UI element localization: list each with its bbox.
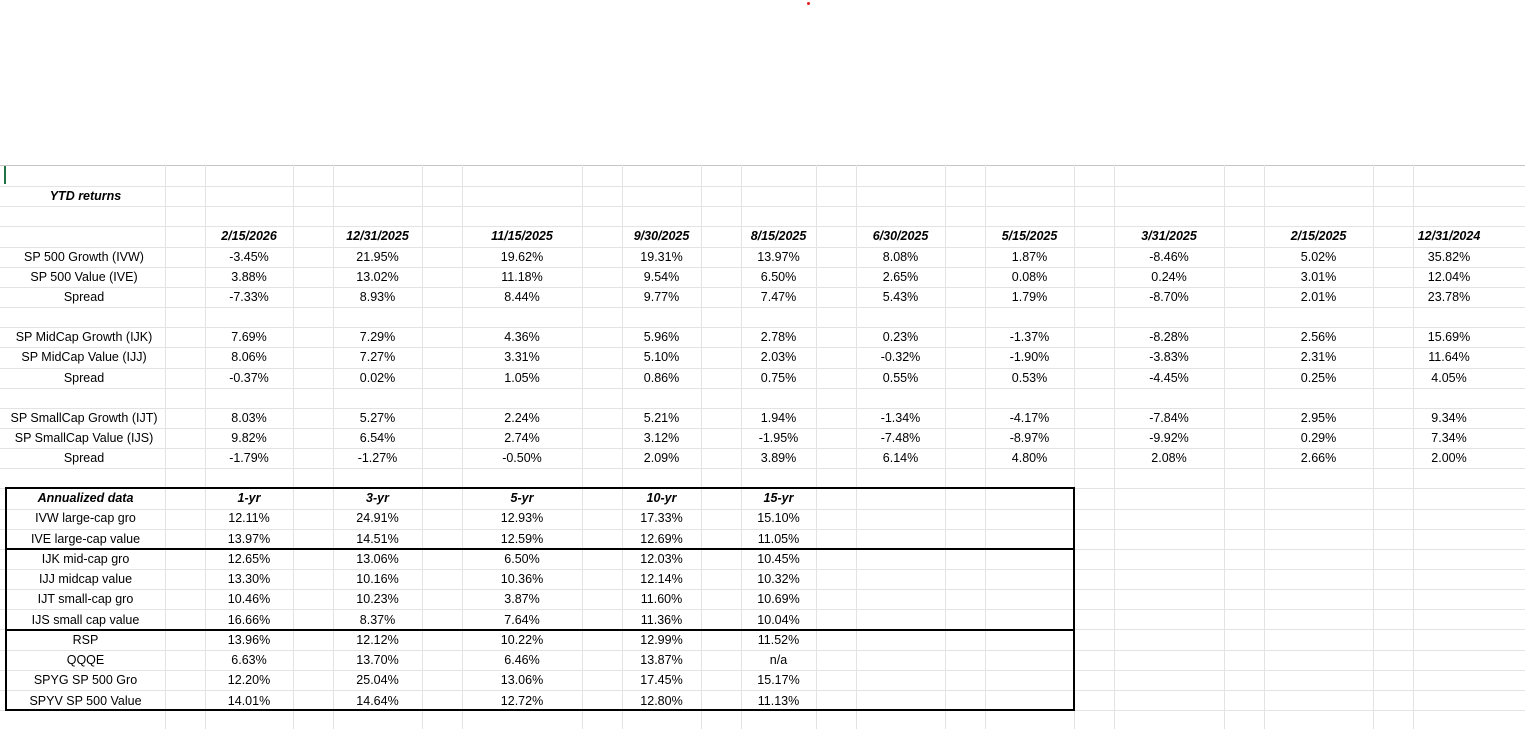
value-cell[interactable]: 13.02%: [356, 270, 399, 284]
annualized-value-cell[interactable]: 7.64%: [504, 613, 540, 627]
row-gridline: [0, 186, 1525, 187]
annualized-value-cell[interactable]: 13.06%: [356, 552, 399, 566]
value-cell[interactable]: 1.79%: [1011, 290, 1048, 304]
value-cell[interactable]: 7.29%: [359, 330, 396, 344]
annualized-group-divider-2: [5, 629, 1075, 631]
value-cell[interactable]: 3.89%: [760, 451, 797, 465]
value-cell[interactable]: 1.05%: [504, 371, 540, 385]
value-cell[interactable]: 0.24%: [1151, 270, 1187, 284]
value-cell[interactable]: 13.97%: [757, 250, 800, 264]
value-cell[interactable]: -1.95%: [758, 431, 799, 445]
annualized-row-label[interactable]: IJS small cap value: [31, 613, 140, 627]
date-header[interactable]: 9/30/2025: [633, 229, 690, 243]
annualized-row-label[interactable]: IJK mid-cap gro: [41, 552, 130, 566]
row-label[interactable]: SP 500 Growth (IVW): [24, 250, 144, 264]
value-cell[interactable]: 7.47%: [760, 290, 797, 304]
value-cell[interactable]: -4.45%: [1149, 371, 1189, 385]
annualized-value-cell[interactable]: 14.01%: [227, 694, 271, 708]
value-cell[interactable]: 23.78%: [1427, 290, 1471, 304]
value-cell[interactable]: -1.27%: [357, 451, 398, 465]
period-header[interactable]: 15-yr: [763, 491, 794, 505]
date-header[interactable]: 3/31/2025: [1141, 229, 1197, 243]
row-label[interactable]: Spread: [63, 290, 105, 304]
value-cell[interactable]: 2.24%: [504, 411, 540, 425]
row-label[interactable]: SP MidCap Value (IJJ): [21, 350, 147, 364]
value-cell[interactable]: 2.74%: [504, 431, 540, 445]
annualized-row-label[interactable]: IVW large-cap gro: [35, 511, 136, 525]
value-cell[interactable]: 6.54%: [359, 431, 396, 445]
annualized-value-cell[interactable]: n/a: [769, 653, 788, 667]
value-cell[interactable]: 35.82%: [1427, 250, 1471, 264]
value-cell[interactable]: -8.46%: [1149, 250, 1189, 264]
date-header[interactable]: 2/15/2026: [221, 229, 277, 243]
value-cell[interactable]: 5.10%: [643, 350, 680, 364]
annualized-value-cell[interactable]: 12.72%: [500, 694, 544, 708]
value-cell[interactable]: -1.79%: [229, 451, 269, 465]
value-cell[interactable]: -3.45%: [229, 250, 269, 264]
value-cell[interactable]: 5.21%: [643, 411, 680, 425]
value-cell[interactable]: 4.05%: [1431, 371, 1467, 385]
value-cell[interactable]: 7.34%: [1431, 431, 1467, 445]
value-cell[interactable]: -4.17%: [1009, 411, 1050, 425]
value-cell[interactable]: -7.33%: [229, 290, 269, 304]
value-cell[interactable]: 5.02%: [1300, 250, 1337, 264]
value-cell[interactable]: -7.84%: [1149, 411, 1189, 425]
value-cell[interactable]: -0.32%: [880, 350, 921, 364]
value-cell[interactable]: 0.25%: [1300, 371, 1337, 385]
annualized-value-cell[interactable]: 25.04%: [356, 673, 399, 687]
date-header[interactable]: 5/15/2025: [1001, 229, 1058, 243]
value-cell[interactable]: 0.53%: [1011, 371, 1048, 385]
value-cell[interactable]: 11.64%: [1428, 350, 1470, 364]
annualized-value-cell[interactable]: 12.69%: [640, 532, 683, 546]
value-cell[interactable]: 3.12%: [643, 431, 680, 445]
annualized-value-cell[interactable]: 12.59%: [500, 532, 544, 546]
value-cell[interactable]: 6.14%: [882, 451, 919, 465]
annualized-value-cell[interactable]: 10.45%: [757, 552, 800, 566]
row-label[interactable]: SP 500 Value (IVE): [30, 270, 138, 284]
annualized-value-cell[interactable]: 13.87%: [640, 653, 683, 667]
annualized-row-label[interactable]: IJT small-cap gro: [37, 592, 134, 606]
value-cell[interactable]: 5.43%: [882, 290, 919, 304]
value-cell[interactable]: -1.34%: [880, 411, 921, 425]
value-cell[interactable]: 8.08%: [882, 250, 919, 264]
row-label[interactable]: SP MidCap Growth (IJK): [15, 330, 153, 344]
annualized-row-label[interactable]: IJJ midcap value: [38, 572, 133, 586]
value-cell[interactable]: 2.01%: [1300, 290, 1337, 304]
value-cell[interactable]: 3.88%: [231, 270, 267, 284]
annualized-value-cell[interactable]: 15.17%: [757, 673, 800, 687]
date-header[interactable]: 2/15/2025: [1290, 229, 1347, 243]
annualized-value-cell[interactable]: 14.51%: [356, 532, 399, 546]
value-cell[interactable]: 4.36%: [504, 330, 540, 344]
grid-top-border: [0, 165, 1525, 166]
value-cell[interactable]: 7.69%: [231, 330, 267, 344]
date-header[interactable]: 11/15/2025: [491, 229, 553, 243]
annualized-value-cell[interactable]: 13.97%: [227, 532, 271, 546]
annualized-value-cell[interactable]: 17.33%: [640, 511, 683, 525]
row-gridline: [0, 468, 1525, 469]
annualized-value-cell[interactable]: 13.70%: [356, 653, 399, 667]
annualized-value-cell[interactable]: 10.32%: [757, 572, 800, 586]
value-cell[interactable]: 2.65%: [882, 270, 919, 284]
value-cell[interactable]: -8.28%: [1149, 330, 1189, 344]
value-cell[interactable]: 0.23%: [882, 330, 919, 344]
annualized-row-label[interactable]: RSP: [72, 633, 99, 647]
value-cell[interactable]: 8.06%: [231, 350, 267, 364]
annualized-value-cell[interactable]: 11.52%: [757, 633, 800, 647]
value-cell[interactable]: 0.86%: [643, 371, 680, 385]
annualized-row-label[interactable]: IVE large-cap value: [30, 532, 141, 546]
annualized-value-cell[interactable]: 3.87%: [504, 592, 540, 606]
annualized-value-cell[interactable]: 10.69%: [757, 592, 800, 606]
row-gridline: [0, 388, 1525, 389]
annualized-value-cell[interactable]: 10.22%: [500, 633, 544, 647]
row-label[interactable]: SP SmallCap Value (IJS): [14, 431, 154, 445]
date-header[interactable]: 12/31/2025: [346, 229, 409, 243]
value-cell[interactable]: -7.48%: [880, 431, 921, 445]
row-gridline: [0, 307, 1525, 308]
annualized-value-cell[interactable]: 16.66%: [227, 613, 271, 627]
value-cell[interactable]: 9.77%: [643, 290, 680, 304]
annualized-group-divider-1: [5, 548, 1075, 550]
value-cell[interactable]: 2.56%: [1300, 330, 1337, 344]
annualized-value-cell[interactable]: 13.06%: [500, 673, 544, 687]
value-cell[interactable]: 19.62%: [500, 250, 544, 264]
value-cell[interactable]: 9.82%: [231, 431, 267, 445]
annualized-value-cell[interactable]: 24.91%: [356, 511, 399, 525]
value-cell[interactable]: 19.31%: [640, 250, 683, 264]
value-cell[interactable]: -0.37%: [229, 371, 269, 385]
annualized-value-cell[interactable]: 10.46%: [227, 592, 271, 606]
annualized-value-cell[interactable]: 11.36%: [640, 613, 683, 627]
value-cell[interactable]: 7.27%: [359, 350, 396, 364]
value-cell[interactable]: 5.96%: [643, 330, 680, 344]
annualized-value-cell[interactable]: 17.45%: [640, 673, 683, 687]
annualized-value-cell[interactable]: 11.13%: [757, 694, 800, 708]
value-cell[interactable]: 9.34%: [1431, 411, 1467, 425]
value-cell[interactable]: 2.09%: [643, 451, 680, 465]
annualized-value-cell[interactable]: 8.37%: [359, 613, 396, 627]
annualized-value-cell[interactable]: 12.12%: [356, 633, 399, 647]
annualized-row-label[interactable]: QQQE: [66, 653, 105, 667]
value-cell[interactable]: 2.00%: [1431, 451, 1467, 465]
annualized-header[interactable]: Annualized data: [37, 491, 134, 505]
value-cell[interactable]: 2.31%: [1300, 350, 1337, 364]
annualized-value-cell[interactable]: 12.80%: [640, 694, 683, 708]
value-cell[interactable]: 1.87%: [1011, 250, 1048, 264]
period-header[interactable]: 3-yr: [366, 491, 389, 505]
period-header[interactable]: 1-yr: [237, 491, 261, 505]
value-cell[interactable]: 21.95%: [356, 250, 399, 264]
annualized-value-cell[interactable]: 12.11%: [228, 511, 270, 525]
value-cell[interactable]: 0.02%: [359, 371, 396, 385]
row-label[interactable]: Spread: [63, 451, 105, 465]
row-gridline: [0, 206, 1525, 207]
value-cell[interactable]: -3.83%: [1149, 350, 1189, 364]
annualized-value-cell[interactable]: 14.64%: [356, 694, 399, 708]
ytd-title[interactable]: YTD returns: [49, 189, 122, 203]
date-header[interactable]: 8/15/2025: [750, 229, 807, 243]
value-cell[interactable]: -8.70%: [1149, 290, 1189, 304]
value-cell[interactable]: 2.66%: [1300, 451, 1337, 465]
annualized-table-border: [5, 487, 1075, 711]
annualized-row-label[interactable]: SPYG SP 500 Gro: [33, 673, 138, 687]
empty-area-above-sheet: [0, 0, 1525, 165]
value-cell[interactable]: -9.92%: [1149, 431, 1189, 445]
value-cell[interactable]: 2.95%: [1300, 411, 1337, 425]
value-cell[interactable]: -1.90%: [1009, 350, 1050, 364]
value-cell[interactable]: 0.55%: [882, 371, 919, 385]
period-header[interactable]: 5-yr: [510, 491, 534, 505]
value-cell[interactable]: 9.54%: [643, 270, 680, 284]
value-cell[interactable]: 5.27%: [359, 411, 396, 425]
value-cell[interactable]: -0.50%: [502, 451, 542, 465]
annualized-row-label[interactable]: SPYV SP 500 Value: [29, 694, 142, 708]
annualized-value-cell[interactable]: 12.93%: [500, 511, 544, 525]
annualized-value-cell[interactable]: 12.65%: [227, 552, 271, 566]
date-header[interactable]: 6/30/2025: [872, 229, 929, 243]
annualized-value-cell[interactable]: 6.50%: [504, 552, 540, 566]
period-header[interactable]: 10-yr: [646, 491, 677, 505]
active-cell-indicator: [4, 166, 6, 184]
value-cell[interactable]: 0.75%: [760, 371, 797, 385]
value-cell[interactable]: 2.03%: [760, 350, 797, 364]
value-cell[interactable]: -8.97%: [1009, 431, 1050, 445]
value-cell[interactable]: 6.50%: [760, 270, 797, 284]
annualized-value-cell[interactable]: 13.30%: [227, 572, 271, 586]
annualized-value-cell[interactable]: 12.99%: [640, 633, 683, 647]
value-cell[interactable]: 4.80%: [1011, 451, 1048, 465]
value-cell[interactable]: 11.18%: [501, 270, 543, 284]
value-cell[interactable]: 8.03%: [231, 411, 267, 425]
annualized-value-cell[interactable]: 10.16%: [356, 572, 399, 586]
value-cell[interactable]: 2.78%: [760, 330, 797, 344]
row-label[interactable]: Spread: [63, 371, 105, 385]
value-cell[interactable]: 3.01%: [1300, 270, 1337, 284]
annualized-value-cell[interactable]: 10.04%: [757, 613, 800, 627]
annualized-value-cell[interactable]: 12.20%: [227, 673, 271, 687]
annualized-value-cell[interactable]: 12.14%: [640, 572, 683, 586]
value-cell[interactable]: 3.31%: [504, 350, 540, 364]
annualized-value-cell[interactable]: 15.10%: [757, 511, 800, 525]
annualized-value-cell[interactable]: 6.46%: [504, 653, 540, 667]
date-header[interactable]: 12/31/2024: [1417, 229, 1481, 243]
value-cell[interactable]: 15.69%: [1427, 330, 1471, 344]
annualized-value-cell[interactable]: 11.05%: [757, 532, 800, 546]
annualized-value-cell[interactable]: 11.60%: [640, 592, 683, 606]
annualized-value-cell[interactable]: 6.63%: [231, 653, 267, 667]
value-cell[interactable]: 2.08%: [1151, 451, 1187, 465]
value-cell[interactable]: 0.29%: [1300, 431, 1337, 445]
value-cell[interactable]: 0.08%: [1011, 270, 1048, 284]
value-cell[interactable]: 12.04%: [1427, 270, 1471, 284]
red-dot-marker: [807, 2, 810, 5]
annualized-value-cell[interactable]: 10.23%: [356, 592, 399, 606]
row-label[interactable]: SP SmallCap Growth (IJT): [10, 411, 158, 425]
value-cell[interactable]: 8.93%: [359, 290, 396, 304]
annualized-value-cell[interactable]: 12.03%: [640, 552, 683, 566]
value-cell[interactable]: 1.94%: [760, 411, 797, 425]
spreadsheet-grid[interactable]: [0, 165, 1525, 729]
value-cell[interactable]: -1.37%: [1009, 330, 1050, 344]
value-cell[interactable]: 8.44%: [504, 290, 540, 304]
annualized-value-cell[interactable]: 13.96%: [227, 633, 271, 647]
annualized-value-cell[interactable]: 10.36%: [500, 572, 544, 586]
